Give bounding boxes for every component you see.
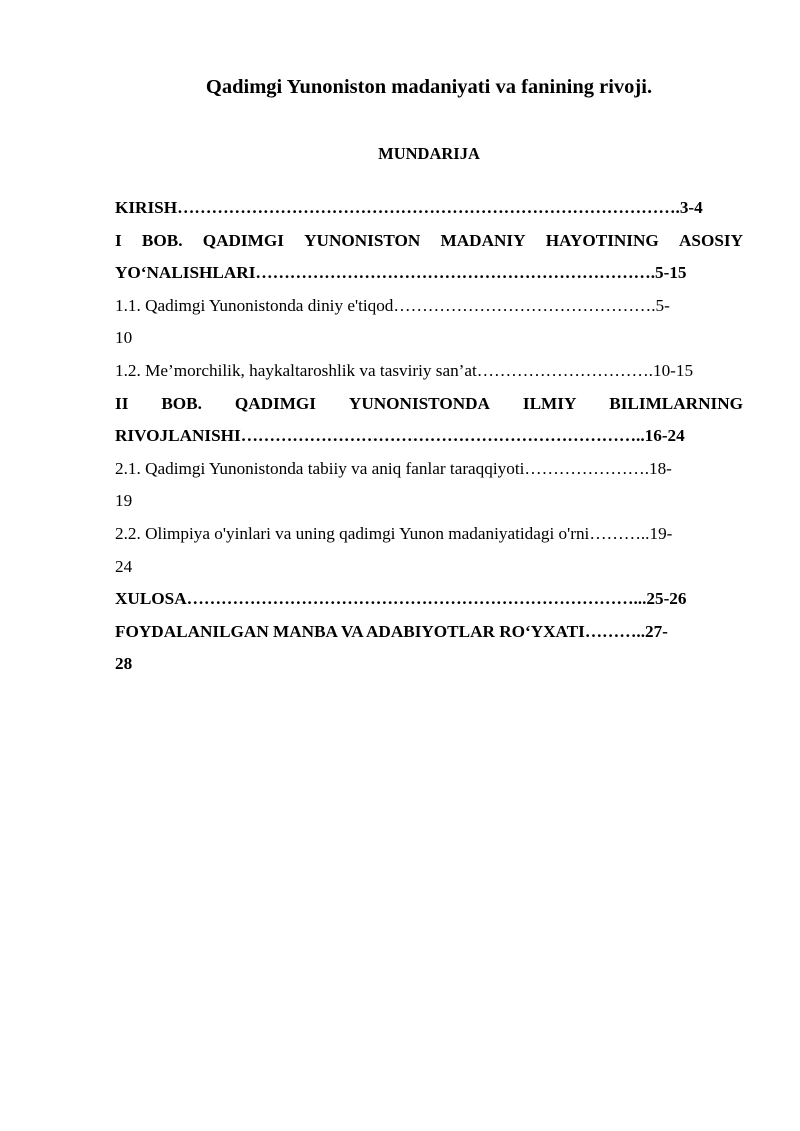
toc-entry-chapter-1 xyxy=(115,225,743,290)
toc-entry-text: RIVOJLANISHI……………………………………………………………..16-24 xyxy=(115,426,685,446)
toc-word: BOB. xyxy=(161,393,202,413)
toc-word: QADIMGI xyxy=(202,230,284,250)
toc-entry-text: FOYDALANILGAN MANBA VA ADABIYOTLAR RO‘YXATI………..27- xyxy=(115,621,668,641)
toc-entry-page-continuation: 24 xyxy=(115,556,133,576)
toc-entry-text: 2.1. Qadimgi Yunonistonda tabiiy va aniq fanlar taraqqiyoti………………….18- xyxy=(115,458,672,478)
toc-word: YUNONISTON xyxy=(304,230,421,250)
toc-heading: MUNDARIJA xyxy=(378,144,480,163)
toc-word: YUNONISTONDA xyxy=(348,393,490,413)
toc-word: MADANIY xyxy=(440,230,526,250)
toc-entry-justified-line xyxy=(115,225,743,258)
document-title: Qadimgi Yunoniston madaniyati va fanining rivoji. xyxy=(205,76,653,98)
toc-entry-justified-line xyxy=(115,388,743,421)
toc-entry-text: 1.2. Me’morchilik, haykaltaroshlik va tasviriy san’at………………………….10-15 xyxy=(115,360,694,380)
toc-entry-text: XULOSA……………………………………………………………………...25-26 xyxy=(115,589,687,609)
toc-entry-text: 1.1. Qadimgi Yunonistonda diniy e'tiqod……………………………………….5- xyxy=(115,295,670,315)
toc-entry-page-continuation: 10 xyxy=(115,328,133,348)
toc-word: HAYOTINING xyxy=(545,230,659,250)
toc-entry-section-1-1 xyxy=(115,290,743,355)
toc-entry-section-1-2 xyxy=(115,355,743,388)
toc-entry-section-2-2 xyxy=(115,518,743,583)
toc-word: I xyxy=(115,230,122,250)
toc-word: ILMIY xyxy=(522,393,577,413)
toc-entry-text: KIRISH…………………………………………………………………………….3-4 xyxy=(115,198,703,217)
toc-word: ASOSIY xyxy=(679,230,743,250)
toc-entry-chapter-2 xyxy=(115,388,743,453)
toc-word: QADIMGI xyxy=(234,393,316,413)
toc-entry-text: YO‘NALISHLARI…………………………………………………………….5-15 xyxy=(115,263,687,283)
toc-word: BOB. xyxy=(141,230,183,250)
table-of-contents xyxy=(115,192,743,681)
toc-entry-text: 2.2. Olimpiya o'yinlari va uning qadimgi Yunon madaniyatidagi o'rni………..19- xyxy=(115,523,673,543)
toc-entry-xulosa xyxy=(115,583,743,616)
toc-entry-section-2-1 xyxy=(115,453,743,518)
toc-word: BILIMLARNING xyxy=(609,393,743,413)
toc-entry-page-continuation: 19 xyxy=(115,491,133,511)
toc-word: II xyxy=(115,393,129,413)
toc-entry-bibliography xyxy=(115,616,743,681)
toc-entry-page-continuation: 28 xyxy=(115,654,133,674)
toc-entry-kirish xyxy=(115,192,743,225)
